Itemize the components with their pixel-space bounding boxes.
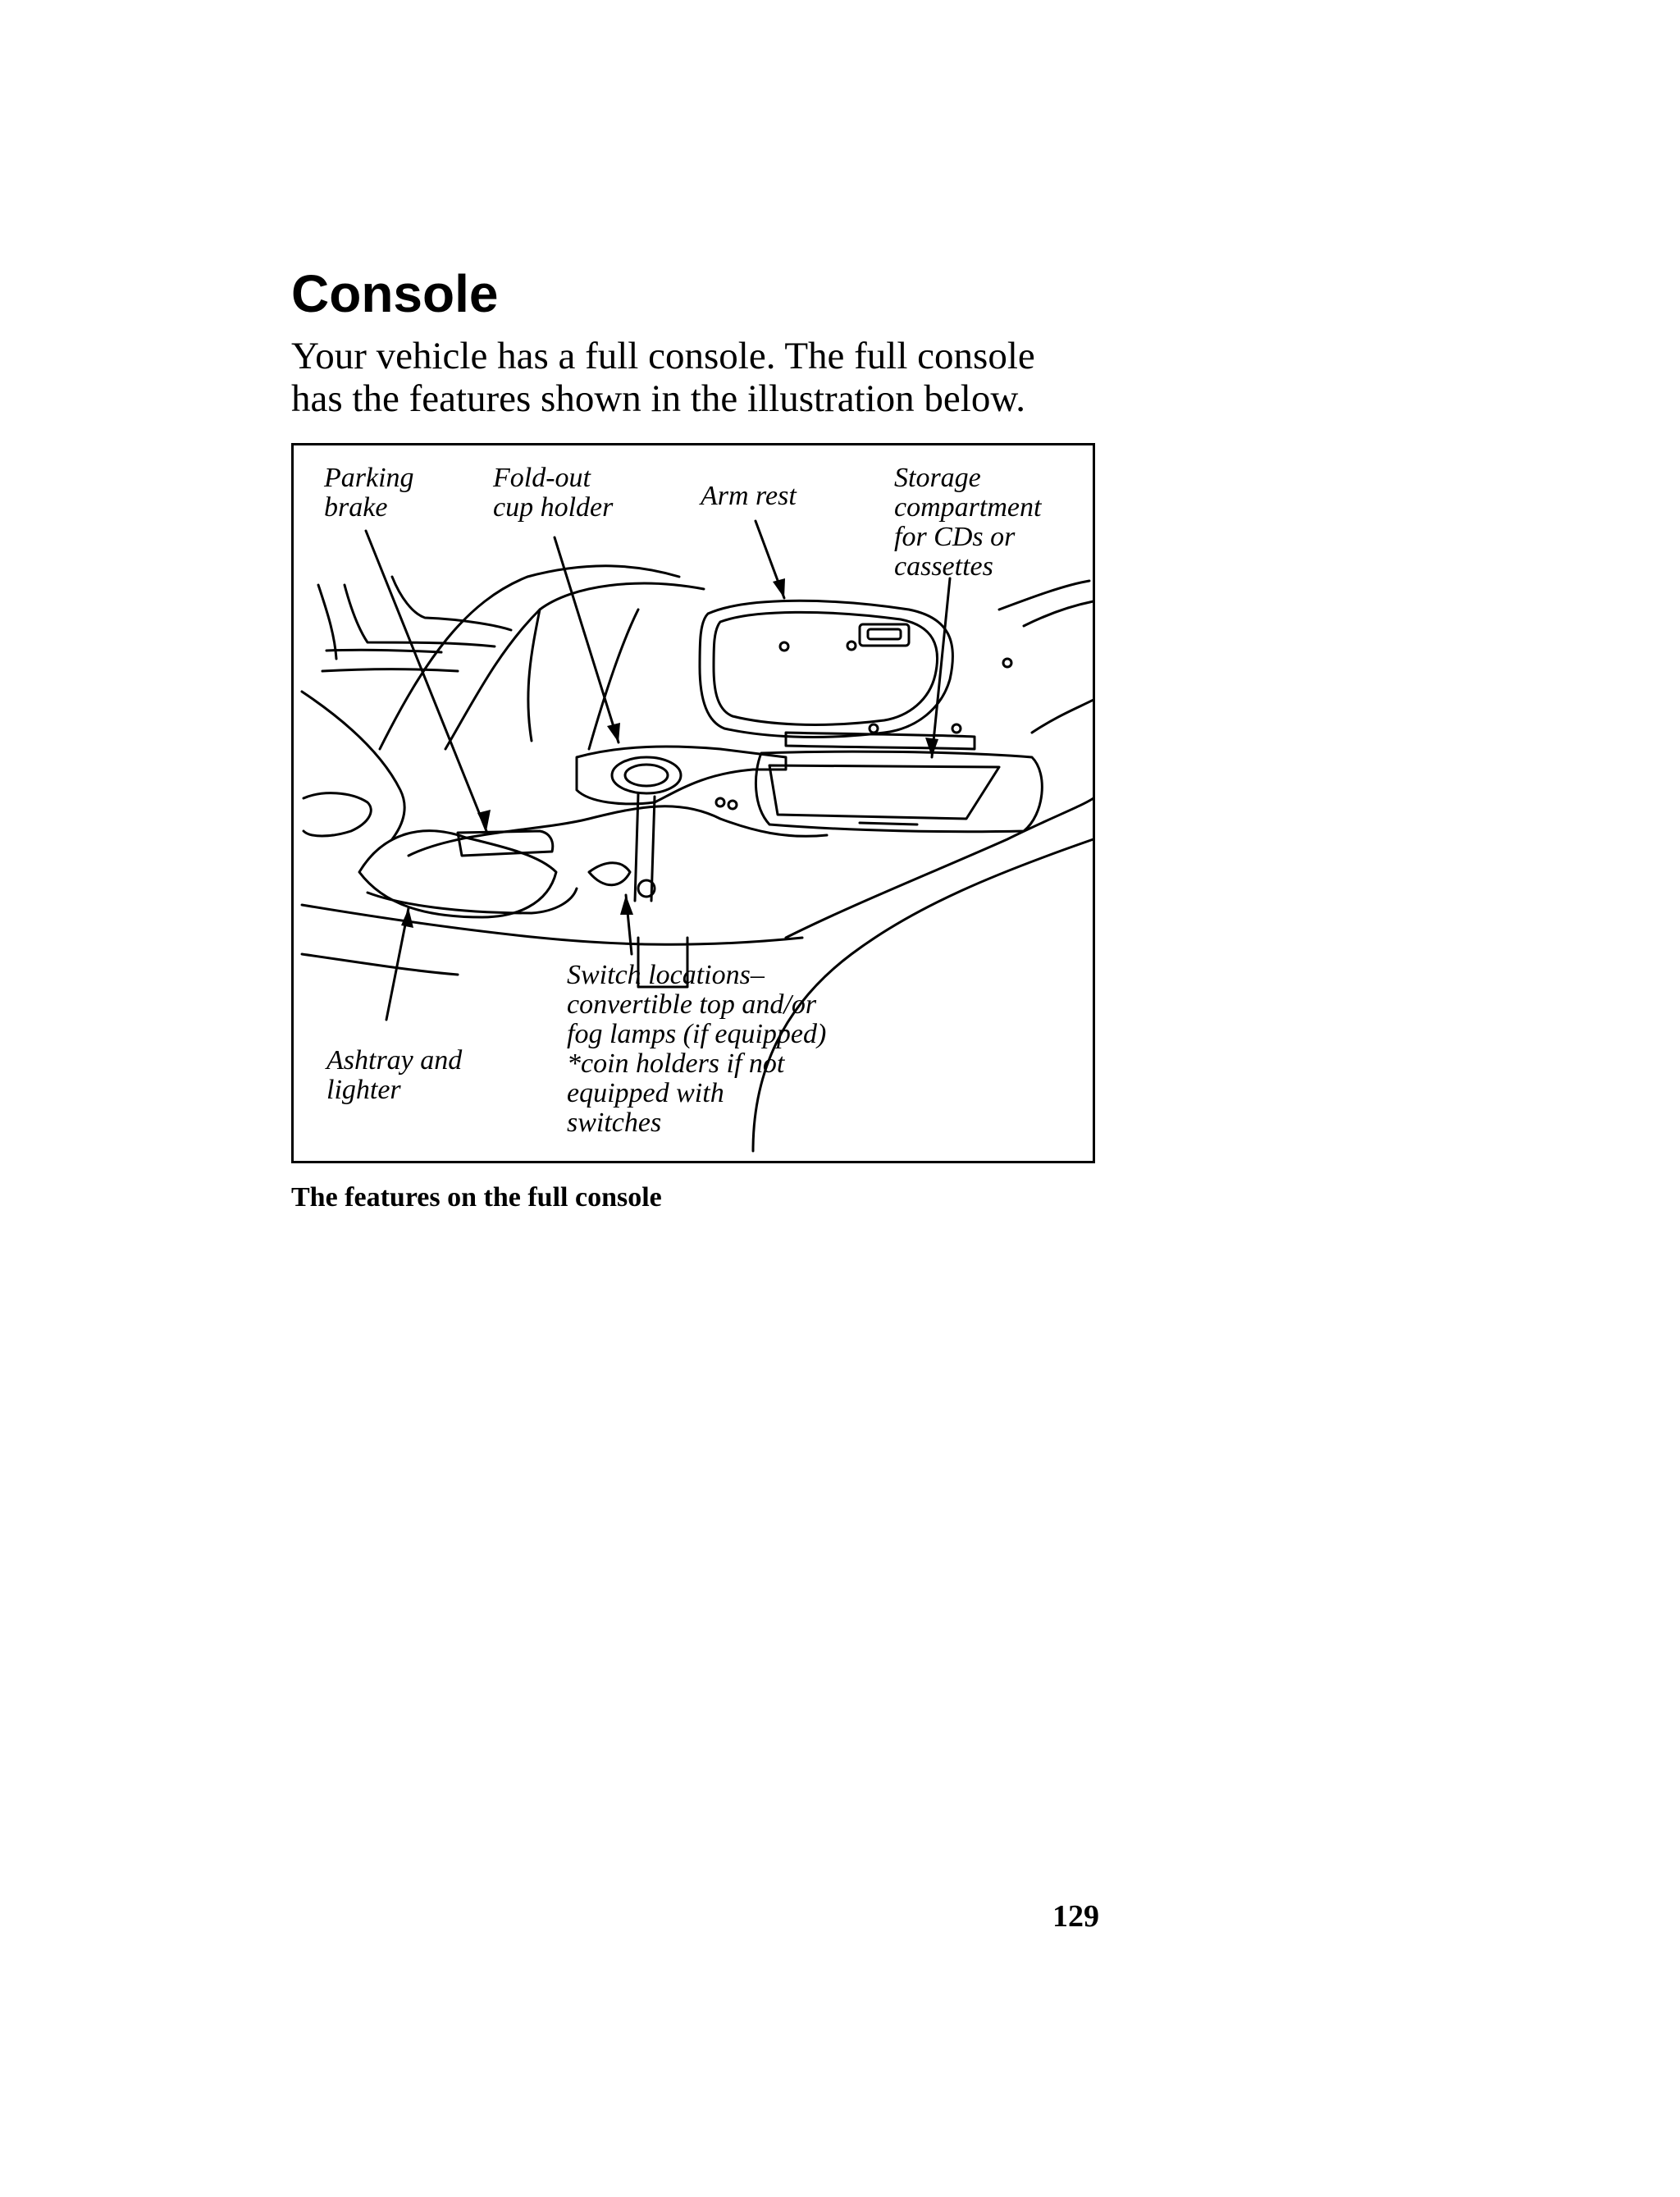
console-illustration [291, 443, 1095, 1163]
lid-screw [1003, 659, 1011, 667]
dash-right [999, 581, 1093, 733]
bin-handle [860, 823, 917, 824]
callout-ashtray: Ashtray and lighter [326, 1045, 463, 1105]
page-number: 129 [1052, 1899, 1099, 1934]
hinge [786, 733, 975, 749]
storage-lid-inner [714, 612, 938, 724]
cup-holder-ring-inner [625, 765, 668, 786]
lid-screw [870, 724, 878, 733]
parking-brake-arrow [366, 531, 486, 831]
parking-brake-lever [458, 831, 553, 856]
figure-caption: The features on the full console [291, 1182, 662, 1213]
arm-rest-arrowhead [773, 578, 785, 598]
arrowheads [401, 578, 938, 928]
lid-screw [780, 642, 788, 651]
cup-holder-ring [612, 757, 681, 793]
seat-back [445, 583, 704, 749]
floor-line [302, 954, 458, 975]
storage-arrow [932, 578, 950, 757]
ashtray-arrowhead [401, 908, 413, 928]
console-body [409, 806, 827, 856]
lid-latch-inner [868, 629, 901, 639]
switch-screw [728, 801, 737, 809]
door-panel-lines [318, 577, 511, 659]
switch-screw [716, 798, 724, 806]
storage-bin-opening [769, 765, 999, 819]
left-seat-curve [302, 692, 404, 839]
lid-screw [952, 724, 961, 733]
switch-arrowhead [620, 895, 633, 915]
callout-parking-brake: Parking brake [324, 463, 414, 523]
callout-cup-holder: Fold-out cup holder [493, 463, 614, 523]
cup-holder-arrowhead [607, 723, 620, 742]
cup-holder-arrow [555, 537, 619, 742]
intro-paragraph: Your vehicle has a full console. The full console has the features shown in the illustration below. [291, 335, 1035, 420]
coin-slot [589, 863, 630, 885]
lid-screw [847, 642, 856, 650]
brake-boot [359, 831, 556, 917]
storage-bin [756, 751, 1042, 832]
callout-switches: Switch locations– convertible top and/or fog lamps (if equipped) *coin holders if not equipped with switches [567, 960, 827, 1138]
callout-storage: Storage compartment for CDs or cassettes [894, 463, 1042, 582]
callout-arm-rest: Arm rest [701, 481, 797, 511]
page-title: Console [291, 264, 499, 323]
